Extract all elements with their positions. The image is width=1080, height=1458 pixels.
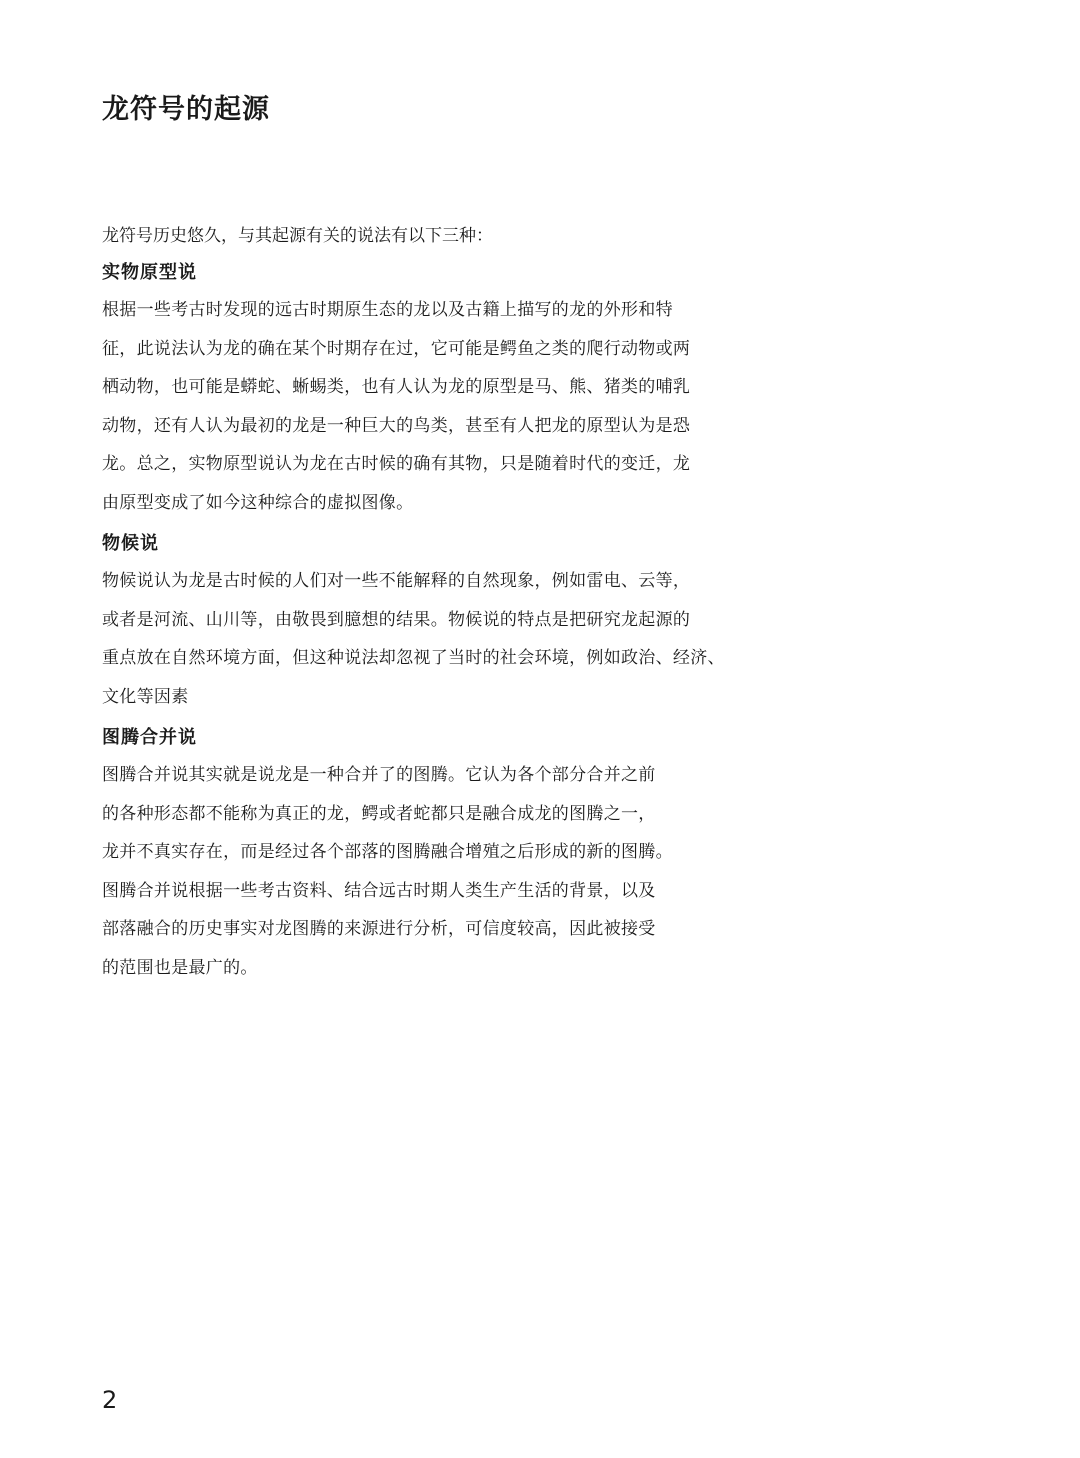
section-heading: 实物原型说 [102,262,197,283]
paragraph-line: 龙。总之，实物原型说认为龙在古时候的确有其物，只是随着时代的变迁，龙 [102,454,691,474]
section-physical-prototype [102,258,722,522]
paragraph-line: 龙并不真实存在，而是经过各个部落的图腾融合增殖之后形成的新的图腾。 [102,842,673,862]
paragraph-line: 的各种形态都不能称为真正的龙，鳄或者蛇都只是融合成龙的图腾之一， [102,803,656,824]
intro-paragraph: 龙符号历史悠久，与其起源有关的说法有以下三种： [102,226,493,246]
paragraph-line: 图腾合并说其实就是说龙是一种合并了的图腾。它认为各个部分合并之前 [102,765,656,785]
paragraph-line: 或者是河流、山川等，由敬畏到臆想的结果。物候说的特点是把研究龙起源的 [102,609,691,630]
article-body [102,221,725,987]
section-paragraph [102,291,722,522]
paragraph-line: 征，此说法认为龙的确在某个时期存在过，它可能是鳄鱼之类的爬行动物或两 [102,338,691,359]
section-paragraph [102,756,722,987]
paragraph-line: 栖动物，也可能是蟒蛇、蜥蜴类，也有人认为龙的原型是马、熊、猪类的哺乳 [102,377,691,397]
paragraph-line: 文化等因素 [102,686,189,707]
paragraph-line: 部落融合的历史事实对龙图腾的来源进行分析，可信度较高，因此被接受 [102,919,656,939]
paragraph-line: 重点放在自然环境方面，但这种说法却忽视了当时的社会环境，例如政治、经济、 [102,648,725,668]
page-number: 2 [102,1386,118,1414]
paragraph-line: 的范围也是最广的。 [102,957,258,978]
section-totem-merger [102,723,722,987]
paragraph-line: 物候说认为龙是古时候的人们对一些不能解释的自然现象，例如雷电、云等， [102,571,691,591]
section-paragraph [102,562,725,716]
section-heading: 图腾合并说 [102,727,197,748]
paragraph-line: 根据一些考古时发现的远古时期原生态的龙以及古籍上描写的龙的外形和特 [102,300,673,320]
page-title: 龙符号的起源 [102,94,270,125]
paragraph-line: 由原型变成了如今这种综合的虚拟图像。 [102,492,414,513]
paragraph-line: 动物，还有人认为最初的龙是一种巨大的鸟类，甚至有人把龙的原型认为是恐 [102,415,691,436]
section-phenology [102,529,725,716]
section-heading: 物候说 [102,533,159,554]
paragraph-line: 图腾合并说根据一些考古资料、结合远古时期人类生产生活的背景，以及 [102,880,656,901]
